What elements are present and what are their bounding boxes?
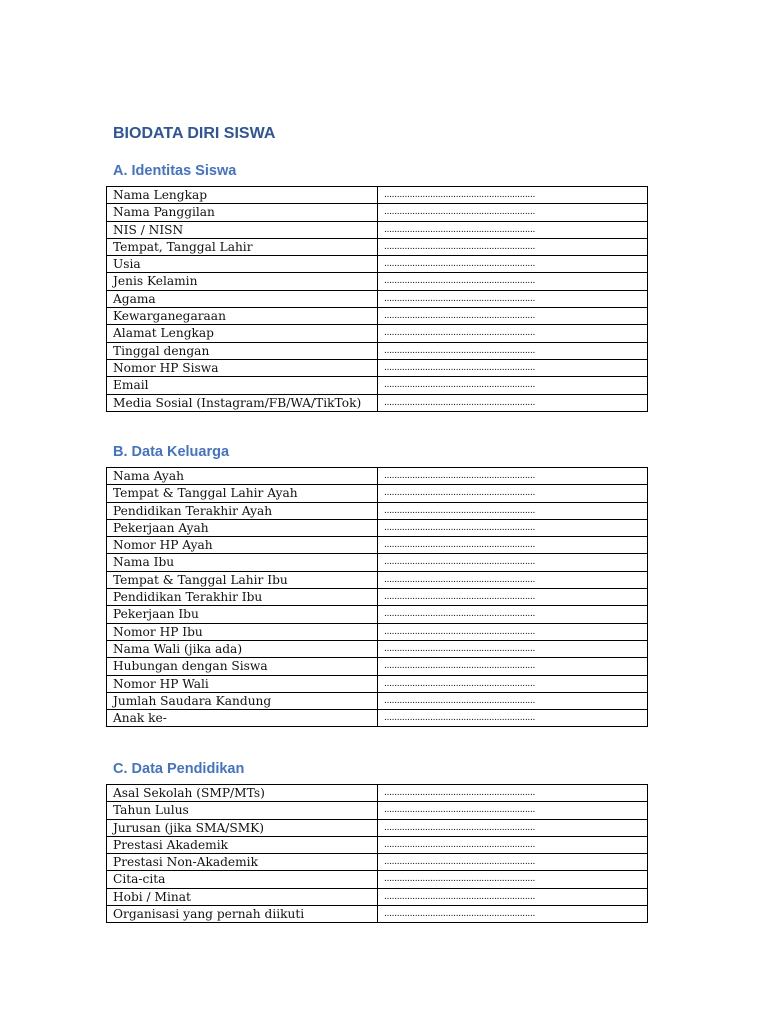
- field-value-blank[interactable]: ...........................................................: [378, 342, 648, 359]
- field-value-blank[interactable]: ...........................................................: [378, 221, 648, 238]
- table-row: [107, 502, 648, 519]
- field-value-blank[interactable]: ...........................................................: [378, 468, 648, 485]
- field-label: Alamat Lengkap: [107, 325, 378, 342]
- field-label: Tinggal dengan: [107, 342, 378, 359]
- field-value-blank[interactable]: ...........................................................: [378, 502, 648, 519]
- field-value-blank[interactable]: ...........................................................: [378, 187, 648, 204]
- field-label: Usia: [107, 256, 378, 273]
- field-value-blank[interactable]: ...........................................................: [378, 710, 648, 727]
- table-row: [107, 888, 648, 905]
- field-value-blank[interactable]: ...........................................................: [378, 325, 648, 342]
- field-label: Nama Lengkap: [107, 187, 378, 204]
- field-value-blank[interactable]: ...........................................................: [378, 854, 648, 871]
- field-value-blank[interactable]: ...........................................................: [378, 836, 648, 853]
- field-label: Jenis Kelamin: [107, 273, 378, 290]
- table-row: [107, 325, 648, 342]
- field-value-blank[interactable]: ...........................................................: [378, 377, 648, 394]
- table-row: [107, 468, 648, 485]
- field-label: Kewarganegaraan: [107, 308, 378, 325]
- table-row: [107, 710, 648, 727]
- table-row: [107, 785, 648, 802]
- table-row: [107, 519, 648, 536]
- identitas-siswa-rows: [107, 187, 648, 412]
- field-value-blank[interactable]: ...........................................................: [378, 640, 648, 657]
- table-row: [107, 675, 648, 692]
- field-label: Nama Wali (jika ada): [107, 640, 378, 657]
- field-label: Anak ke-: [107, 710, 378, 727]
- field-label: Pendidikan Terakhir Ibu: [107, 589, 378, 606]
- field-value-blank[interactable]: ...........................................................: [378, 802, 648, 819]
- field-label: Organisasi yang pernah diikuti: [107, 906, 378, 923]
- field-value-blank[interactable]: ...........................................................: [378, 394, 648, 411]
- field-label: Jumlah Saudara Kandung: [107, 692, 378, 709]
- field-label: Nomor HP Siswa: [107, 359, 378, 376]
- section-heading-identitas-siswa: A. Identitas Siswa: [113, 163, 237, 179]
- field-label: Nama Panggilan: [107, 204, 378, 221]
- field-label: Cita-cita: [107, 871, 378, 888]
- field-value-blank[interactable]: ...........................................................: [378, 589, 648, 606]
- field-label: Nomor HP Ayah: [107, 537, 378, 554]
- field-label: Nama Ayah: [107, 468, 378, 485]
- field-value-blank[interactable]: ...........................................................: [378, 273, 648, 290]
- field-label: Nama Ibu: [107, 554, 378, 571]
- field-label: Media Sosial (Instagram/FB/WA/TikTok): [107, 394, 378, 411]
- table-row: [107, 359, 648, 376]
- field-label: Jurusan (jika SMA/SMK): [107, 819, 378, 836]
- field-label: Hobi / Minat: [107, 888, 378, 905]
- table-row: [107, 836, 648, 853]
- table-row: [107, 640, 648, 657]
- field-label: Email: [107, 377, 378, 394]
- data-pendidikan-rows: [107, 785, 648, 923]
- table-row: [107, 221, 648, 238]
- data-keluarga-rows: [107, 468, 648, 727]
- identitas-siswa-table: [106, 186, 648, 412]
- field-label: Pekerjaan Ibu: [107, 606, 378, 623]
- field-label: Tahun Lulus: [107, 802, 378, 819]
- table-row: [107, 342, 648, 359]
- field-value-blank[interactable]: ...........................................................: [378, 290, 648, 307]
- field-label: Tempat, Tanggal Lahir: [107, 238, 378, 255]
- section-heading-data-pendidikan: C. Data Pendidikan: [113, 761, 245, 777]
- field-label: Asal Sekolah (SMP/MTs): [107, 785, 378, 802]
- field-label: Hubungan dengan Siswa: [107, 658, 378, 675]
- field-value-blank[interactable]: ...........................................................: [378, 623, 648, 640]
- field-value-blank[interactable]: ...........................................................: [378, 906, 648, 923]
- data-pendidikan-table: [106, 784, 648, 923]
- table-row: [107, 623, 648, 640]
- field-label: Tempat & Tanggal Lahir Ayah: [107, 485, 378, 502]
- field-value-blank[interactable]: ...........................................................: [378, 785, 648, 802]
- field-label: Tempat & Tanggal Lahir Ibu: [107, 571, 378, 588]
- field-value-blank[interactable]: ...........................................................: [378, 359, 648, 376]
- table-row: [107, 256, 648, 273]
- document-title: BIODATA DIRI SISWA: [113, 125, 276, 142]
- table-row: [107, 571, 648, 588]
- field-value-blank[interactable]: ...........................................................: [378, 238, 648, 255]
- field-label: Nomor HP Ibu: [107, 623, 378, 640]
- table-row: [107, 802, 648, 819]
- field-value-blank[interactable]: ...........................................................: [378, 888, 648, 905]
- table-row: [107, 606, 648, 623]
- table-row: [107, 204, 648, 221]
- table-row: [107, 871, 648, 888]
- table-row: [107, 290, 648, 307]
- table-row: [107, 394, 648, 411]
- table-row: [107, 377, 648, 394]
- field-label: Agama: [107, 290, 378, 307]
- field-label: NIS / NISN: [107, 221, 378, 238]
- field-value-blank[interactable]: ...........................................................: [378, 256, 648, 273]
- field-value-blank[interactable]: ...........................................................: [378, 819, 648, 836]
- field-value-blank[interactable]: ...........................................................: [378, 519, 648, 536]
- field-label: Prestasi Non-Akademik: [107, 854, 378, 871]
- table-row: [107, 273, 648, 290]
- data-keluarga-table: [106, 467, 648, 727]
- table-row: [107, 308, 648, 325]
- table-row: [107, 906, 648, 923]
- table-row: [107, 692, 648, 709]
- field-label: Nomor HP Wali: [107, 675, 378, 692]
- field-value-blank[interactable]: ...........................................................: [378, 537, 648, 554]
- table-row: [107, 854, 648, 871]
- field-value-blank[interactable]: ...........................................................: [378, 658, 648, 675]
- field-value-blank[interactable]: ...........................................................: [378, 871, 648, 888]
- table-row: [107, 187, 648, 204]
- field-value-blank[interactable]: ...........................................................: [378, 204, 648, 221]
- table-row: [107, 238, 648, 255]
- table-row: [107, 589, 648, 606]
- table-row: [107, 537, 648, 554]
- field-label: Pendidikan Terakhir Ayah: [107, 502, 378, 519]
- field-value-blank[interactable]: ...........................................................: [378, 554, 648, 571]
- field-value-blank[interactable]: ...........................................................: [378, 675, 648, 692]
- field-label: Pekerjaan Ayah: [107, 519, 378, 536]
- field-value-blank[interactable]: ...........................................................: [378, 308, 648, 325]
- table-row: [107, 554, 648, 571]
- field-value-blank[interactable]: ...........................................................: [378, 692, 648, 709]
- table-row: [107, 819, 648, 836]
- section-heading-data-keluarga: B. Data Keluarga: [113, 444, 230, 460]
- field-value-blank[interactable]: ...........................................................: [378, 571, 648, 588]
- table-row: [107, 485, 648, 502]
- field-value-blank[interactable]: ...........................................................: [378, 606, 648, 623]
- table-row: [107, 658, 648, 675]
- field-label: Prestasi Akademik: [107, 836, 378, 853]
- field-value-blank[interactable]: ...........................................................: [378, 485, 648, 502]
